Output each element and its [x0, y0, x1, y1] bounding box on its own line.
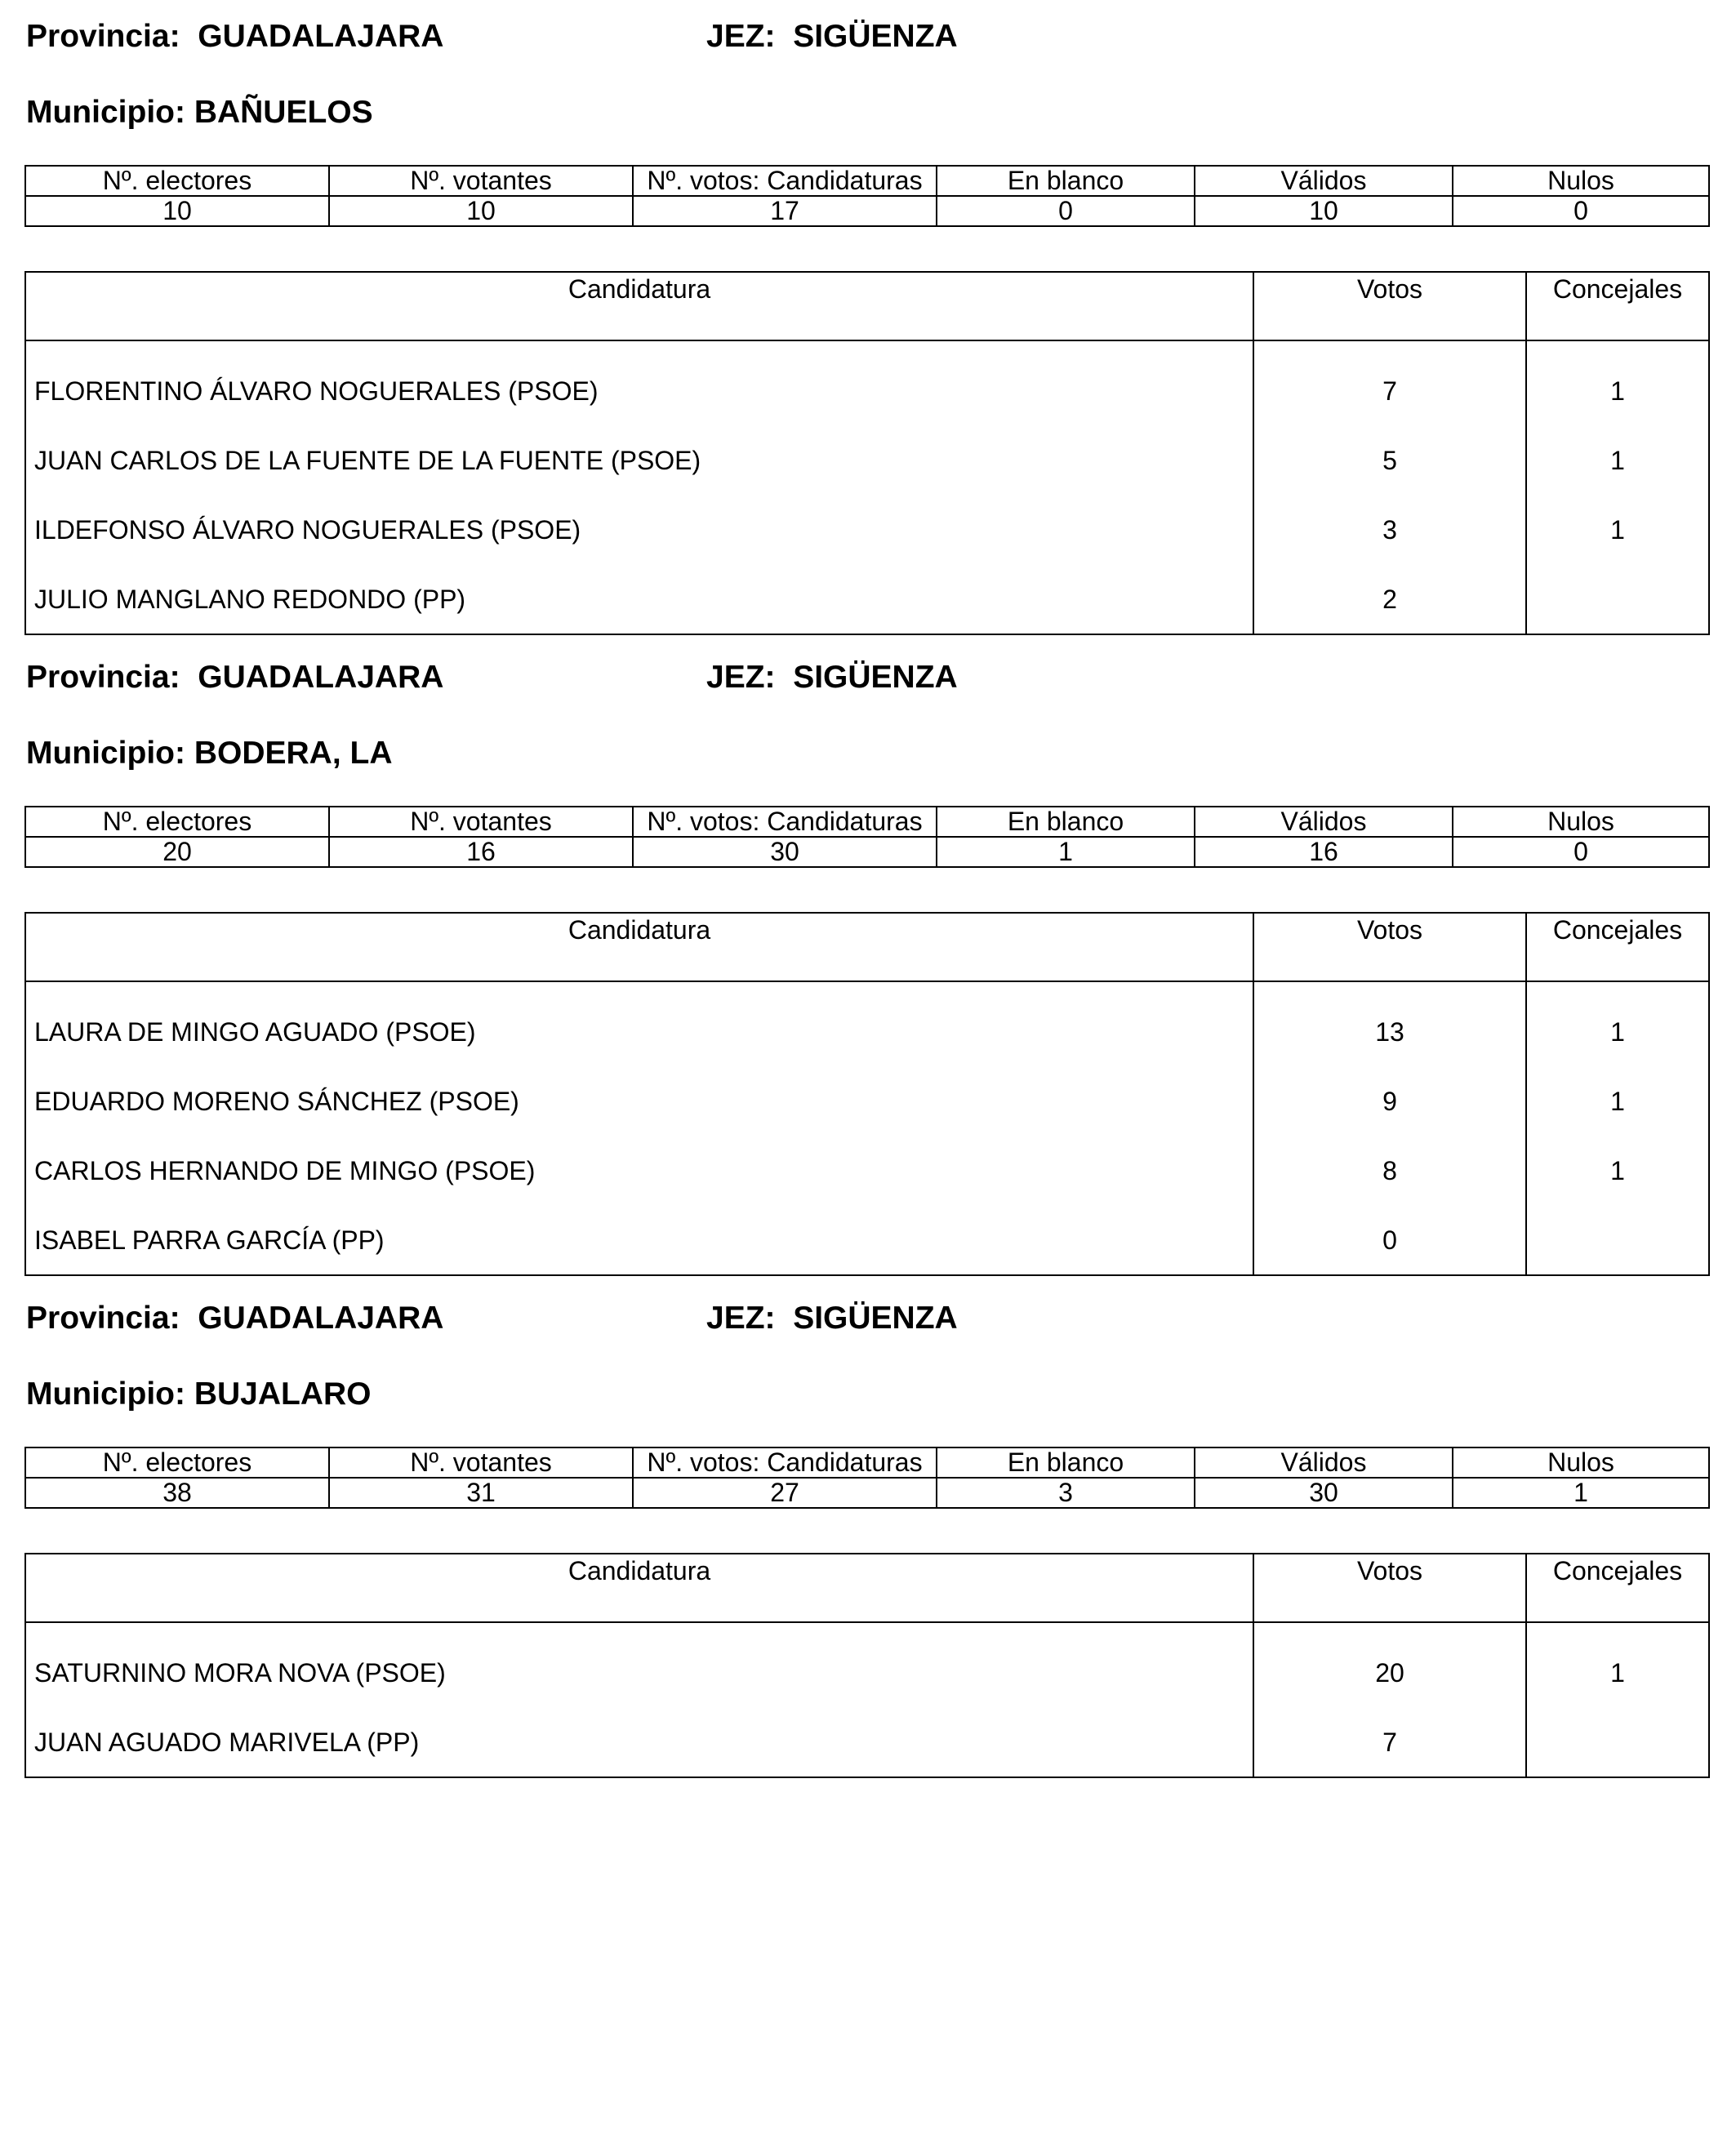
header-concejales: Concejales [1526, 913, 1709, 981]
header-concejales: Concejales [1526, 1554, 1709, 1622]
municipio-label: Municipio: [26, 95, 185, 130]
header-candidatura: Candidatura [25, 1554, 1253, 1622]
value-votantes: 31 [329, 1478, 633, 1508]
municipio-value: BAÑUELOS [194, 95, 373, 130]
results-table [24, 912, 1710, 1276]
summary-table [24, 1447, 1710, 1509]
candidate-votos: 5 [1253, 425, 1526, 495]
municipio-label: Municipio: [26, 736, 185, 771]
table-row [25, 1136, 1709, 1205]
candidate-name: JUAN AGUADO MARIVELA (PP) [25, 1707, 1253, 1777]
candidate-votos: 3 [1253, 495, 1526, 564]
candidate-concejales: 1 [1526, 340, 1709, 425]
candidate-votos: 9 [1253, 1066, 1526, 1136]
header-validos: Válidos [1195, 1447, 1453, 1478]
candidate-votos: 20 [1253, 1622, 1526, 1707]
results-header-row [25, 913, 1709, 981]
municipio-header [26, 735, 392, 772]
provincia-label: Provincia: [26, 1301, 180, 1336]
candidate-votos: 13 [1253, 981, 1526, 1066]
provincia-label: Provincia: [26, 660, 180, 695]
provincia-header [26, 659, 443, 696]
value-electores: 20 [25, 837, 329, 867]
candidate-votos: 7 [1253, 340, 1526, 425]
table-row [25, 495, 1709, 564]
candidate-votos: 8 [1253, 1136, 1526, 1205]
header-nulos: Nulos [1453, 807, 1709, 837]
header-en-blanco: En blanco [937, 166, 1195, 196]
summary-header-row [25, 166, 1709, 196]
value-nulos: 0 [1453, 196, 1709, 226]
header-electores: Nº. electores [25, 166, 329, 196]
value-validos: 16 [1195, 837, 1453, 867]
header-validos: Válidos [1195, 807, 1453, 837]
candidate-concejales: 1 [1526, 425, 1709, 495]
candidate-name: JUAN CARLOS DE LA FUENTE DE LA FUENTE (PSOE) [25, 425, 1253, 495]
jez-header [706, 659, 958, 696]
results-header-row [25, 272, 1709, 340]
results-table [24, 1553, 1710, 1778]
results-header-row [25, 1554, 1709, 1622]
candidate-name: SATURNINO MORA NOVA (PSOE) [25, 1622, 1253, 1707]
header-en-blanco: En blanco [937, 1447, 1195, 1478]
candidate-concejales [1526, 1707, 1709, 1777]
candidate-votos: 2 [1253, 564, 1526, 634]
municipio-header [26, 1376, 371, 1413]
summary-table [24, 806, 1710, 868]
header-candidatura: Candidatura [25, 272, 1253, 340]
header-votos: Votos [1253, 1554, 1526, 1622]
summary-value-row [25, 196, 1709, 226]
municipio-value: BUJALARO [194, 1376, 372, 1412]
candidate-concejales [1526, 564, 1709, 634]
candidate-name: CARLOS HERNANDO DE MINGO (PSOE) [25, 1136, 1253, 1205]
value-nulos: 1 [1453, 1478, 1709, 1508]
header-votantes: Nº. votantes [329, 807, 633, 837]
header-en-blanco: En blanco [937, 807, 1195, 837]
value-votos-candidaturas: 17 [633, 196, 937, 226]
candidate-concejales: 1 [1526, 981, 1709, 1066]
summary-value-row [25, 837, 1709, 867]
header-nulos: Nulos [1453, 166, 1709, 196]
candidate-name: ILDEFONSO ÁLVARO NOGUERALES (PSOE) [25, 495, 1253, 564]
table-row [25, 340, 1709, 425]
value-electores: 10 [25, 196, 329, 226]
summary-table [24, 165, 1710, 227]
candidate-concejales: 1 [1526, 495, 1709, 564]
table-row [25, 1707, 1709, 1777]
header-concejales: Concejales [1526, 272, 1709, 340]
jez-label: JEZ: [706, 660, 776, 695]
table-row [25, 425, 1709, 495]
header-votantes: Nº. votantes [329, 1447, 633, 1478]
header-validos: Válidos [1195, 166, 1453, 196]
municipio-header [26, 94, 373, 131]
value-validos: 10 [1195, 196, 1453, 226]
table-row [25, 1622, 1709, 1707]
value-en-blanco: 3 [937, 1478, 1195, 1508]
candidate-votos: 7 [1253, 1707, 1526, 1777]
value-votos-candidaturas: 27 [633, 1478, 937, 1508]
candidate-name: LAURA DE MINGO AGUADO (PSOE) [25, 981, 1253, 1066]
value-votantes: 16 [329, 837, 633, 867]
provincia-value: GUADALAJARA [198, 660, 444, 695]
table-row [25, 1205, 1709, 1275]
header-electores: Nº. electores [25, 1447, 329, 1478]
value-votantes: 10 [329, 196, 633, 226]
municipio-value: BODERA, LA [194, 736, 393, 771]
header-candidatura: Candidatura [25, 913, 1253, 981]
jez-label: JEZ: [706, 19, 776, 54]
jez-value: SIGÜENZA [793, 660, 958, 695]
provincia-label: Provincia: [26, 19, 180, 54]
summary-header-row [25, 1447, 1709, 1478]
value-votos-candidaturas: 30 [633, 837, 937, 867]
header-votos: Votos [1253, 913, 1526, 981]
jez-header [706, 1300, 958, 1337]
value-en-blanco: 0 [937, 196, 1195, 226]
jez-label: JEZ: [706, 1301, 776, 1336]
summary-header-row [25, 807, 1709, 837]
value-nulos: 0 [1453, 837, 1709, 867]
header-votos-candidaturas: Nº. votos: Candidaturas [633, 807, 937, 837]
header-votantes: Nº. votantes [329, 166, 633, 196]
table-row [25, 981, 1709, 1066]
header-votos: Votos [1253, 272, 1526, 340]
municipality-section [24, 1282, 1708, 1772]
municipio-label: Municipio: [26, 1376, 185, 1412]
header-nulos: Nulos [1453, 1447, 1709, 1478]
provincia-header [26, 1300, 443, 1337]
jez-header [706, 18, 958, 56]
candidate-concejales: 1 [1526, 1136, 1709, 1205]
candidate-concejales: 1 [1526, 1066, 1709, 1136]
header-votos-candidaturas: Nº. votos: Candidaturas [633, 166, 937, 196]
candidate-name: JULIO MANGLANO REDONDO (PP) [25, 564, 1253, 634]
municipality-section [24, 641, 1708, 1261]
candidate-concejales: 1 [1526, 1622, 1709, 1707]
candidate-concejales [1526, 1205, 1709, 1275]
value-electores: 38 [25, 1478, 329, 1508]
jez-value: SIGÜENZA [793, 19, 958, 54]
results-table [24, 271, 1710, 635]
candidate-name: FLORENTINO ÁLVARO NOGUERALES (PSOE) [25, 340, 1253, 425]
candidate-name: EDUARDO MORENO SÁNCHEZ (PSOE) [25, 1066, 1253, 1136]
municipality-section [24, 0, 1708, 620]
value-en-blanco: 1 [937, 837, 1195, 867]
header-votos-candidaturas: Nº. votos: Candidaturas [633, 1447, 937, 1478]
provincia-header [26, 18, 443, 56]
header-electores: Nº. electores [25, 807, 329, 837]
candidate-votos: 0 [1253, 1205, 1526, 1275]
table-row [25, 1066, 1709, 1136]
candidate-name: ISABEL PARRA GARCÍA (PP) [25, 1205, 1253, 1275]
value-validos: 30 [1195, 1478, 1453, 1508]
summary-value-row [25, 1478, 1709, 1508]
provincia-value: GUADALAJARA [198, 19, 444, 54]
provincia-value: GUADALAJARA [198, 1301, 444, 1336]
jez-value: SIGÜENZA [793, 1301, 958, 1336]
table-row [25, 564, 1709, 634]
